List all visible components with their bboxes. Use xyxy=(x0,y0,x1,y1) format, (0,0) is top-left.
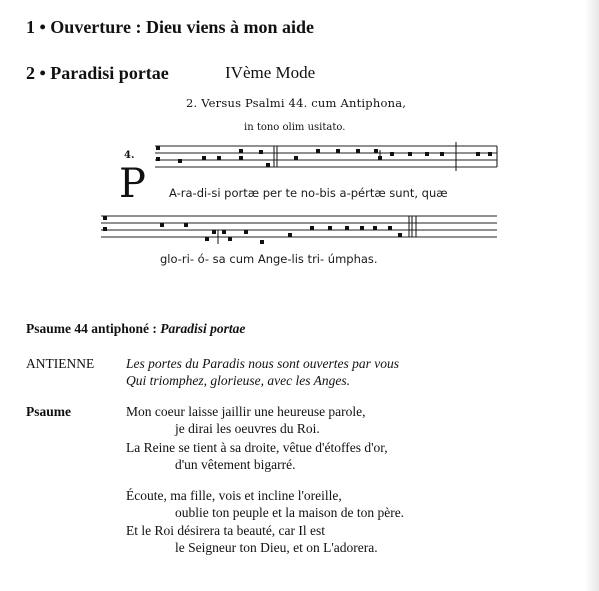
mode-label: IVème Mode xyxy=(225,63,316,82)
antienne-line-2: Qui triomphez, glorieuse, avec les Anges. xyxy=(126,373,350,388)
chant-subtitle: in tono olim usitato. xyxy=(244,122,346,133)
psaume-line-3: La Reine se tient à sa droite, vêtue d'étoffes d'or, xyxy=(126,440,388,455)
heading-paradisi-portae: 2 • Paradisi portae xyxy=(26,63,169,83)
psaume-line-1: Mon coeur laisse jaillir une heureuse parole, xyxy=(126,404,366,419)
chant-lyrics-line-1: A-ra-di-si portæ per te no-bis a-pértæ sunt, quæ xyxy=(169,186,448,200)
chant-number: 4. xyxy=(124,150,135,161)
antienne-label: ANTIENNE xyxy=(26,356,95,371)
psaume-label: Psaume xyxy=(26,404,71,419)
psaume-line-7: Et le Roi désirera ta beauté, car Il est xyxy=(126,523,326,538)
psaume-line-8: le Seigneur ton Dieu, et on L'adorera. xyxy=(175,540,378,555)
heading-ouverture: 1 • Ouverture : Dieu viens à mon aide xyxy=(26,17,314,37)
psaume-line-2: je dirai les oeuvres du Roi. xyxy=(175,421,320,436)
section-title-italic: Paradisi portae xyxy=(160,321,246,336)
chant-lyrics-line-2: glo-ri- ó- sa cum Ange-lis tri- úmphas. xyxy=(160,252,378,266)
chant-title: 2. Versus Psalmi 44. cum Antiphona, xyxy=(186,96,407,110)
psaume-line-4: d'un vêtement bigarré. xyxy=(175,457,296,472)
antienne-line-1: Les portes du Paradis nous sont ouvertes par vous xyxy=(126,356,399,371)
section-title-bold: Psaume 44 antiphoné : xyxy=(26,321,161,336)
page-edge-shadow xyxy=(585,0,599,591)
chant-staff-svg xyxy=(0,0,599,260)
psaume-line-5: Écoute, ma fille, vois et incline l'oreille, xyxy=(126,488,342,503)
section-title xyxy=(26,321,245,337)
chant-initial: P xyxy=(119,161,146,207)
psaume-line-6: oublie ton peuple et la maison de ton père. xyxy=(175,505,405,520)
